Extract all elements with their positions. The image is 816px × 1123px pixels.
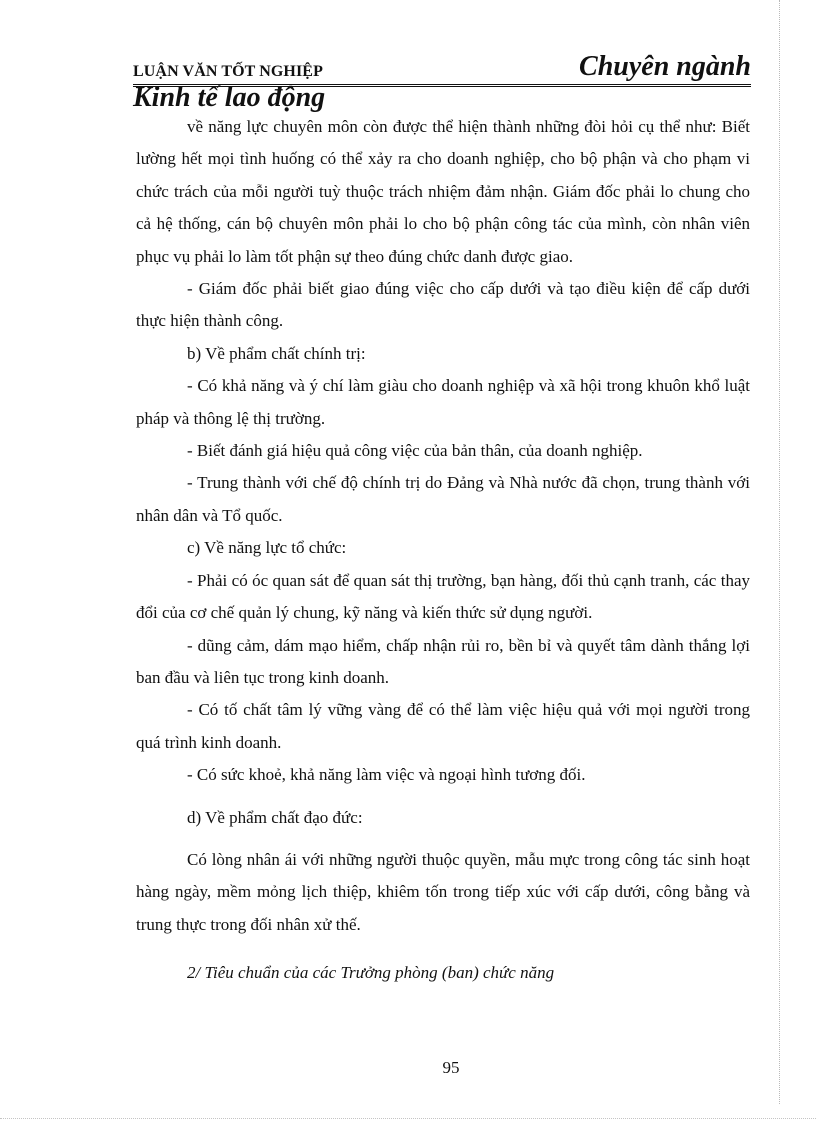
list-item: - Có tố chất tâm lý vững vàng để có thể làm việc hiệu quả với mọi người trong quá trình kinh doanh.: [136, 700, 750, 752]
subheading-political-quality: b) Về phẩm chất chính trị:: [187, 343, 366, 363]
paragraph-moral-quality: Có lòng nhân ái với những người thuộc quyền, mẫu mực trong công tác sinh hoạt hàng ngày, mềm mỏng lịch thiệp, khiêm tốn trong tiếp xúc với cấp dưới, công bằng và trung thực trong đối nhân xử thế.: [136, 849, 750, 934]
body-text: [136, 111, 750, 990]
header-thesis-label: LUẬN VĂN TỐT NGHIỆP: [133, 63, 323, 80]
list-item: - Trung thành với chế độ chính trị do Đảng và Nhà nước đã chọn, trung thành với nhân dân và Tổ quốc.: [136, 473, 750, 525]
list-item: - Có khả năng và ý chí làm giàu cho doanh nghiệp và xã hội trong khuôn khổ luật pháp và thông lệ thị trường.: [136, 376, 750, 428]
section-heading-department-heads: 2/ Tiêu chuẩn của các Trưởng phòng (ban) chức năng: [187, 963, 555, 983]
subheading-organizational-capacity: c) Về năng lực tổ chức:: [187, 538, 347, 558]
list-item: - Biết đánh giá hiệu quả công việc của bản thân, của doanh nghiệp.: [187, 441, 643, 461]
header-major-name: Kinh tế lao động: [133, 82, 326, 113]
paragraph-delegation: - Giám đốc phải biết giao đúng việc cho cấp dưới và tạo điều kiện để cấp dưới thực hiện thành công.: [136, 279, 750, 331]
list-item: - Có sức khoẻ, khả năng làm việc và ngoại hình tương đối.: [187, 765, 586, 785]
header-major-label: Chuyên ngành: [579, 51, 751, 82]
list-item: - Phải có óc quan sát để quan sát thị trường, bạn hàng, đối thủ cạnh tranh, các thay đổi của cơ chế quản lý chung, kỹ năng và kiến thức sử dụng người.: [136, 570, 750, 623]
list-item: - dũng cảm, dám mạo hiểm, chấp nhận rủi ro, bền bỉ và quyết tâm dành thắng lợi ban đầu và liên tục trong kinh doanh.: [136, 635, 750, 687]
paragraph-professional-capacity: về năng lực chuyên môn còn được thể hiện thành những đòi hỏi cụ thể như: Biết lường hết mọi tình huống có thể xảy ra cho doanh nghiệp, cho bộ phận và cho phạm vi chức trách của mỗi người tuỳ thuộc trách nhiệm đảm nhận. Giám đốc phải lo chung cho cả hệ thống, cán bộ chuyên môn phải lo cho bộ phận công tác của mình, còn nhân viên phục vụ phải lo làm tốt phận sự theo đúng chức danh được giao.: [136, 117, 750, 266]
page-number: 95: [442, 1058, 460, 1077]
page-border-bottom: [0, 1118, 816, 1119]
page-border-right: [779, 0, 780, 1104]
subheading-moral-quality: d) Về phẩm chất đạo đức:: [187, 807, 363, 827]
